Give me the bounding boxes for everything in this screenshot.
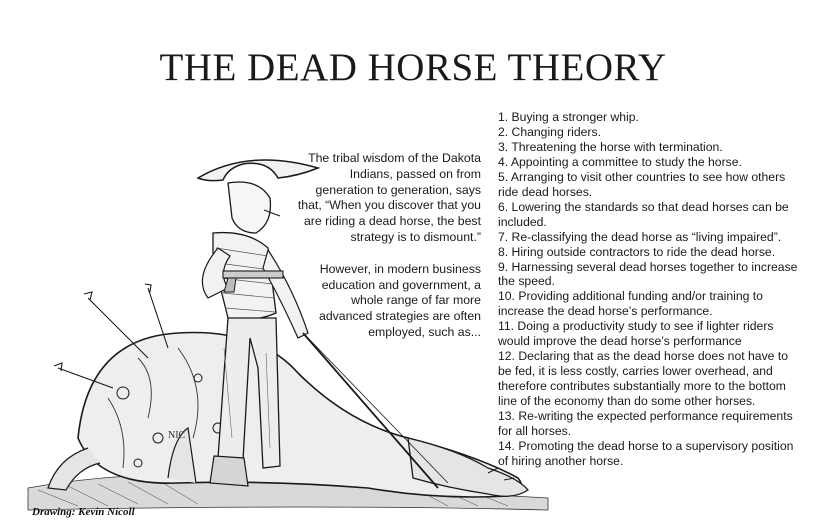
list-item: 3. Threatening the horse with termination. <box>498 139 723 154</box>
list-item: 8. Hiring outside contractors to ride the dead horse. <box>498 244 776 259</box>
strategy-list <box>498 110 798 469</box>
list-item: 14. Promoting the dead horse to a supervisory position of hiring another horse. <box>498 438 794 468</box>
svg-text:NIC: NIC <box>168 430 186 441</box>
list-item: 5. Arranging to visit other countries to see how others ride dead horses. <box>498 169 786 199</box>
list-item: 1. Buying a stronger whip. <box>498 110 639 124</box>
list-item: 11. Doing a productivity study to see if lighter riders would improve the dead horse’s performance <box>498 319 774 349</box>
list-item: 13. Re-writing the expected performance requirements for all horses. <box>498 409 793 439</box>
list-item: 7. Re-classifying the dead horse as “living impaired”. <box>498 229 782 244</box>
intro-text <box>296 151 481 357</box>
drawing-credit: Drawing: Kevin Nicoll <box>32 506 135 518</box>
list-item: 6. Lowering the standards so that dead horses can be included. <box>498 199 789 229</box>
intro-paragraph-2: However, in modern business education and government, a whole range of far more advanced strategies are often employed, such as... <box>318 261 481 339</box>
list-item: 2. Changing riders. <box>498 124 601 139</box>
list-item: 10. Providing additional funding and/or training to increase the dead horse’s performance. <box>498 289 763 319</box>
intro-paragraph-1: The tribal wisdom of the Dakota Indians, passed on from generation to generation, says that, “When you discover that you are riding a dead horse, the best strategy is to dismount.” <box>297 151 481 244</box>
list-item: 4. Appointing a committee to study the horse. <box>498 154 742 169</box>
list-item: 12. Declaring that as the dead horse does not have to be fed, it is less costly, carries lower overhead, and therefore contributes substantially more to the bottom line of the economy than do some other horses. <box>498 349 788 409</box>
list-item: 9. Harnessing several dead horses together to increase the speed. <box>498 259 798 289</box>
page-title: THE DEAD HORSE THEORY <box>159 46 667 89</box>
